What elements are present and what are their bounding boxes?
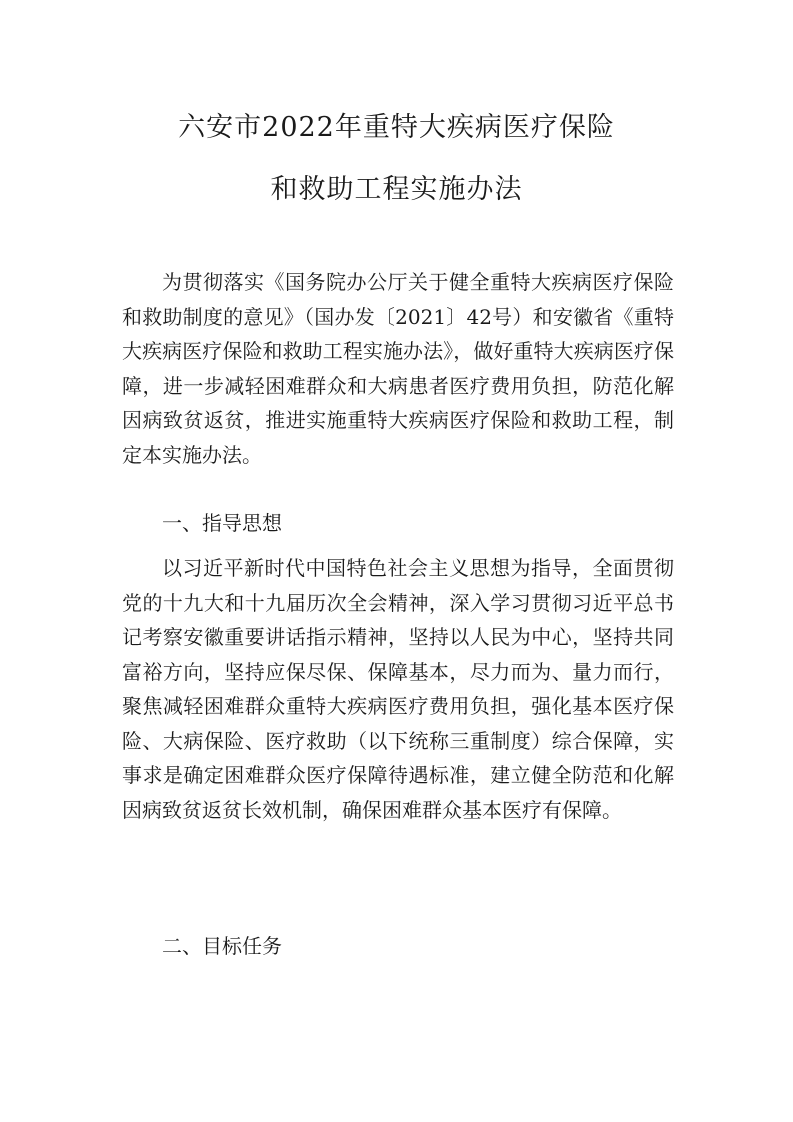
document-title-line-1: 六安市2022年重特大疾病医疗保险 (178, 112, 615, 143)
intro-paragraph: 为贯彻落实《国务院办公厅关于健全重特大疾病医疗保险和救助制度的意见》（国办发〔2021〕42号）和安徽省《重特大疾病医疗保险和救助工程实施办法》，做好重特大疾病医疗保障，进一步减轻困难群众和大病患者医疗费用负担，防范化解因病致贫返贫，推进实施重特大疾病医疗保险和救助工程，制定本实施办法。 (122, 270, 674, 467)
document-title-line-2: 和救助工程实施办法 (270, 174, 523, 205)
guiding-ideology-paragraph: 以习近平新时代中国特色社会主义思想为指导，全面贯彻党的十九大和十九届历次全会精神，深入学习贯彻习近平总书记考察安徽重要讲话指示精神，坚持以人民为中心，坚持共同富裕方向，坚持应保尽保、保障基本，尽力而为、量力而行，聚焦减轻困难群众重特大疾病医疗费用负担，强化基本医疗保险、大病保险、医疗救助（以下统称三重制度）综合保障，实事求是确定困难群众医疗保障待遇标准，建立健全防范和化解因病致贫返贫长效机制，确保困难群众基本医疗有保障。 (122, 556, 674, 822)
section-heading-objectives: 二、目标任务 (162, 934, 282, 958)
section-heading-guiding-ideology: 一、指导思想 (162, 511, 282, 535)
